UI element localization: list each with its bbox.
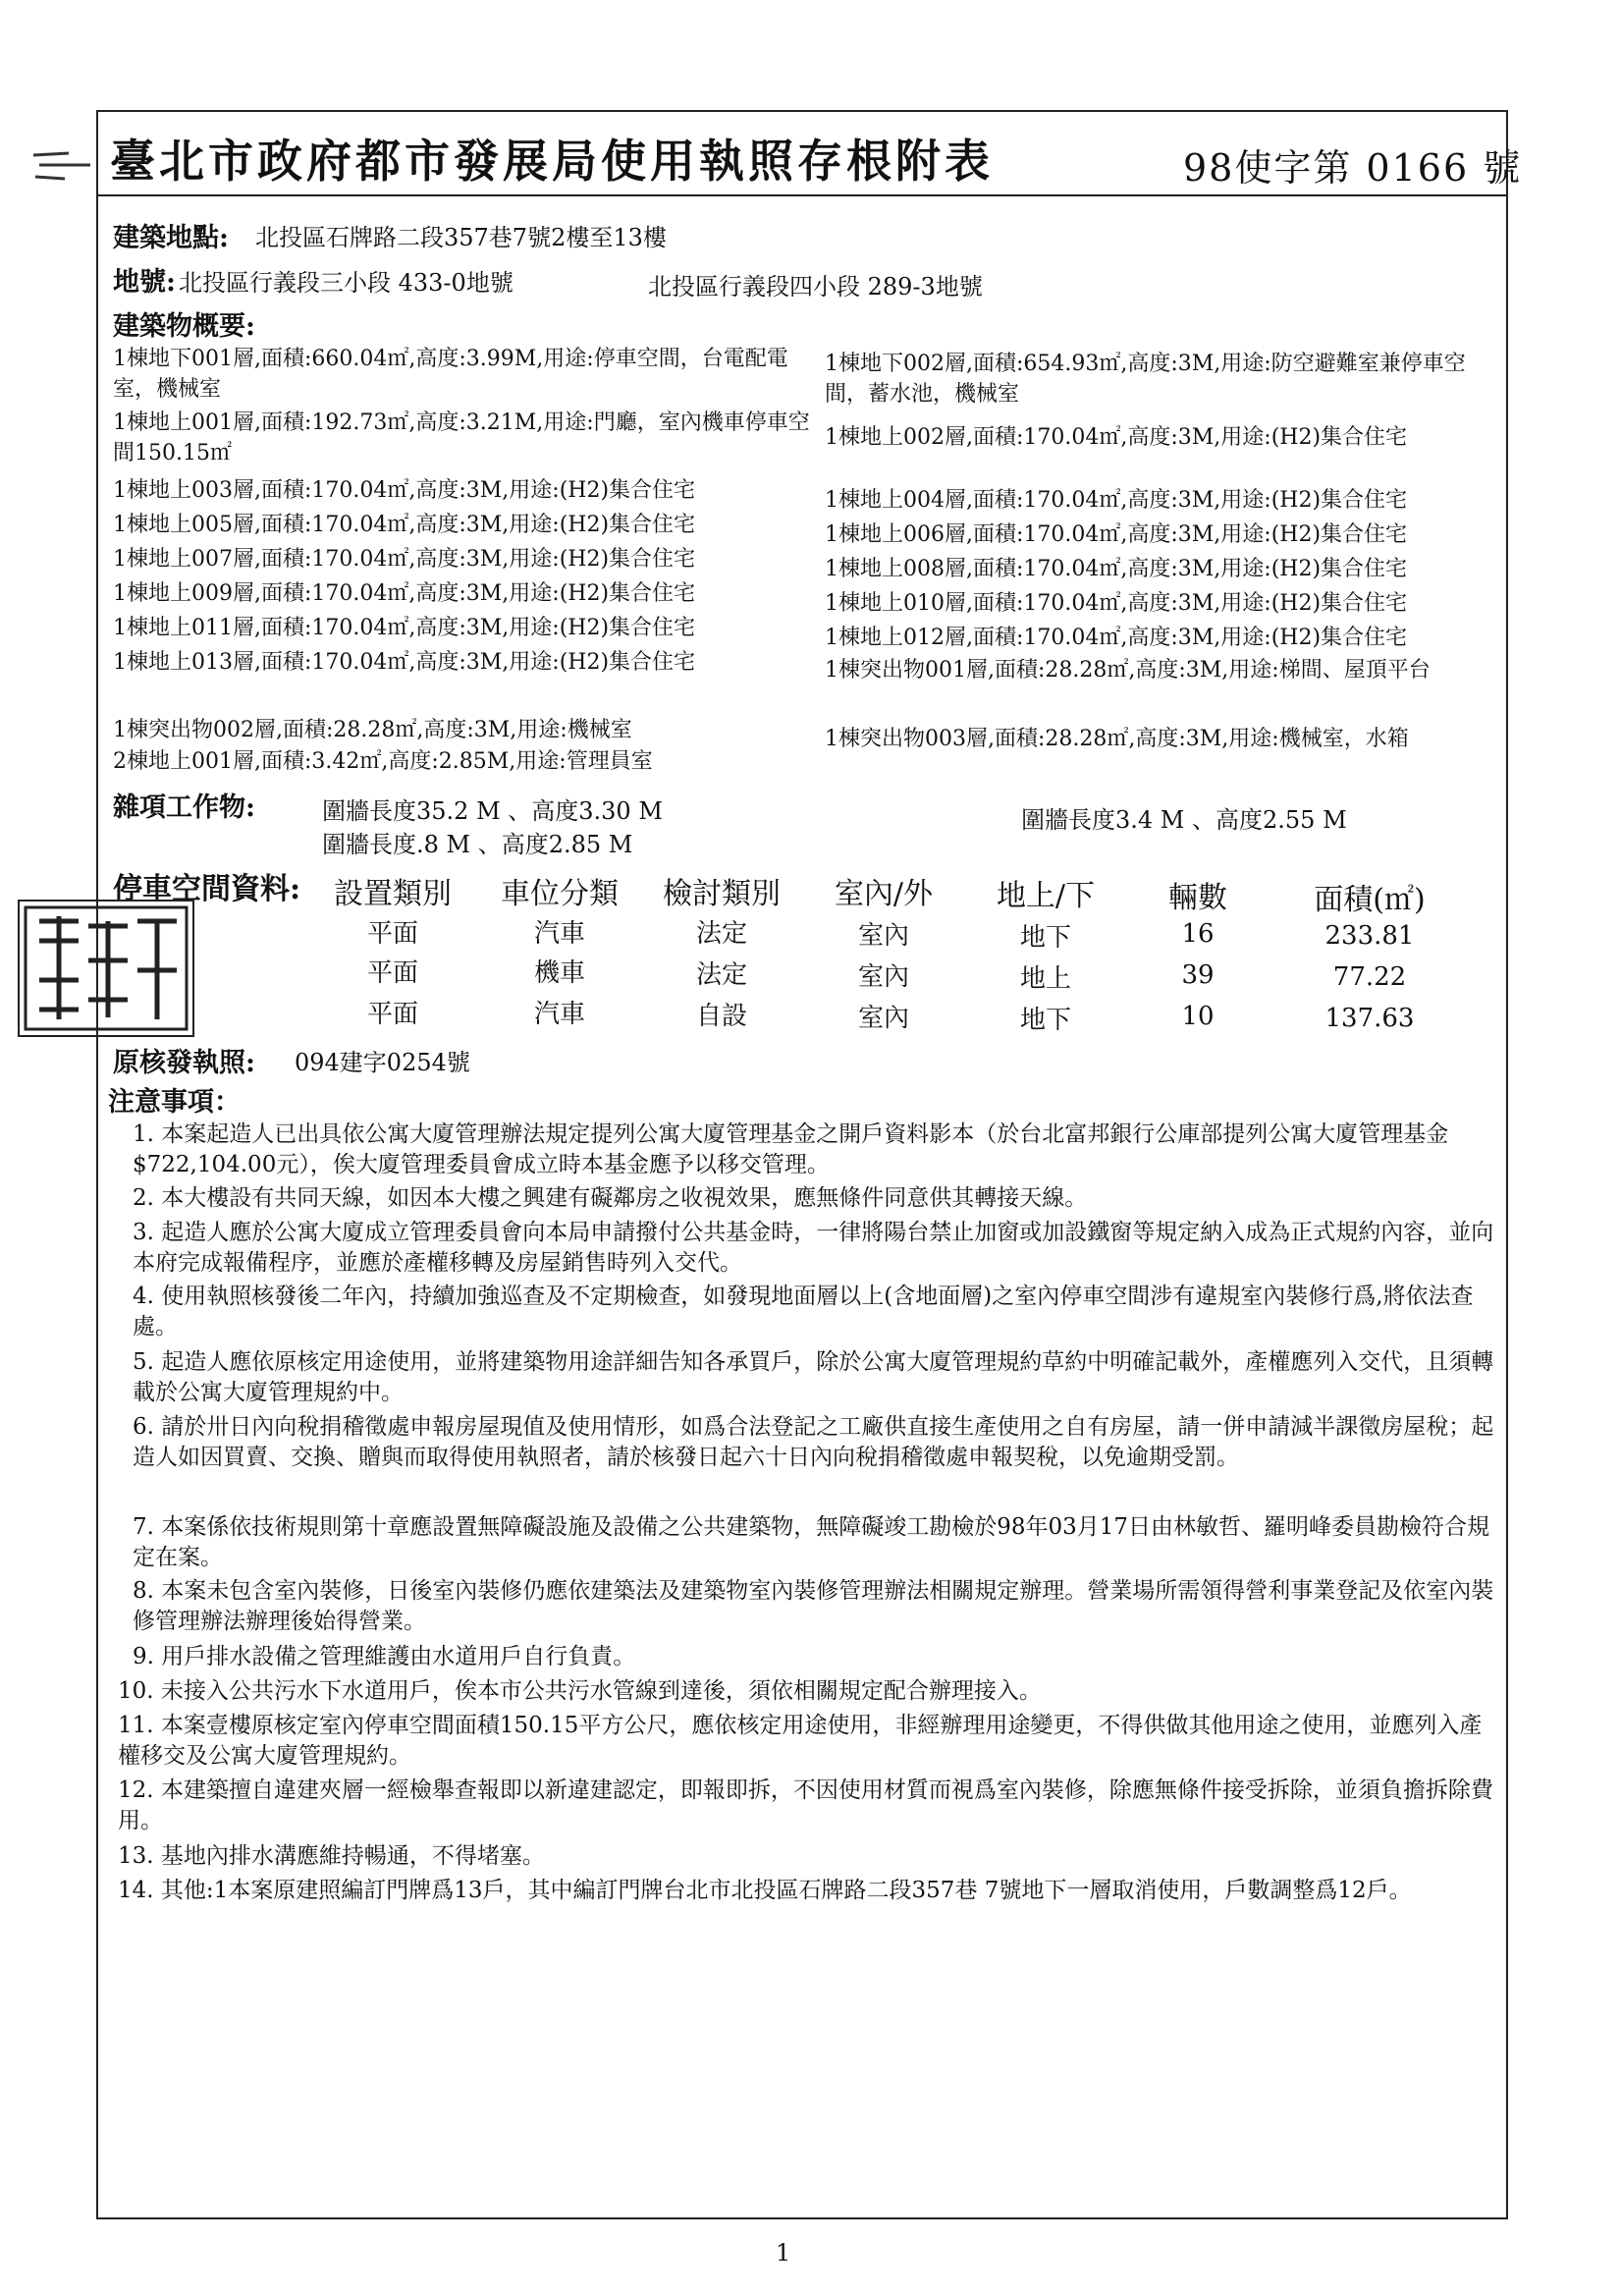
note-item: 4. 使用執照核發後二年內，持續加強巡查及不定期檢查，如發現地面層以上(含地面層)之室內停車空間涉有違規室內裝修行爲,將依法查處。 bbox=[133, 1284, 1474, 1339]
note-item: 13. 基地內排水溝應維持暢通，不得堵塞。 bbox=[118, 1843, 545, 1869]
overview-left-line: 1棟地上001層,面積:192.73㎡,高度:3.21M,用途:門廳，室內機車停車空間150.15㎡ bbox=[113, 410, 810, 465]
original-permit-label: 原核發執照: bbox=[113, 1048, 255, 1078]
overview-left-line: 1棟地上013層,面積:170.04㎡,高度:3M,用途:(H2)集合住宅 bbox=[113, 650, 696, 675]
overview-left-line: 1棟地上005層,面積:170.04㎡,高度:3M,用途:(H2)集合住宅 bbox=[113, 513, 696, 537]
parking-cell: 77.22 bbox=[1332, 962, 1407, 992]
overview-left-line: 1棟突出物002層,面積:28.28㎡,高度:3M,用途:機械室 bbox=[113, 718, 632, 742]
overview-right-line: 1棟地上002層,面積:170.04㎡,高度:3M,用途:(H2)集合住宅 bbox=[825, 425, 1408, 450]
parking-header: 車位分類 bbox=[501, 877, 619, 911]
overview-left-line: 2棟地上001層,面積:3.42㎡,高度:2.85M,用途:管理員室 bbox=[113, 749, 653, 774]
overview-right-line: 1棟地上008層,面積:170.04㎡,高度:3M,用途:(H2)集合住宅 bbox=[825, 557, 1408, 581]
parking-header: 檢討類別 bbox=[663, 877, 781, 911]
page-number: 1 bbox=[776, 2239, 791, 2267]
parking-cell: 16 bbox=[1181, 919, 1215, 949]
overview-right-line: 1棟突出物003層,面積:28.28㎡,高度:3M,用途:機械室，水箱 bbox=[825, 727, 1409, 751]
parking-cell: 平面 bbox=[366, 958, 418, 988]
overview-left-line: 1棟地上007層,面積:170.04㎡,高度:3M,用途:(H2)集合住宅 bbox=[113, 547, 696, 572]
parking-cell: 汽車 bbox=[533, 919, 585, 949]
page-title: 臺北市政府都市發展局使用執照存根附表 bbox=[110, 135, 994, 188]
note-item: 11. 本案壹樓原核定室內停車空間面積150.15平方公尺，應依核定用途使用，非經辦理用途變更，不得供做其他用途之使用，並應列入產權移交及公寓大廈管理規約。 bbox=[118, 1713, 1483, 1769]
parking-cell: 自設 bbox=[695, 1002, 747, 1031]
overview-right-line: 1棟地上006層,面積:170.04㎡,高度:3M,用途:(H2)集合住宅 bbox=[825, 522, 1408, 547]
overview-right-line: 1棟地上004層,面積:170.04㎡,高度:3M,用途:(H2)集合住宅 bbox=[825, 488, 1408, 513]
overview-right-line: 1棟地下002層,面積:654.93㎡,高度:3M,用途:防空避難室兼停車空間，蓄水池，機械室 bbox=[825, 352, 1466, 407]
overview-label: 建築物概要: bbox=[113, 311, 255, 342]
parking-cell: 法定 bbox=[695, 919, 747, 949]
misc-work-item: 圍牆長度3.4 M 、高度2.55 M bbox=[1021, 806, 1347, 834]
permit-number: 98使字第 0166 號 bbox=[1183, 146, 1523, 190]
overview-left-line: 1棟地上009層,面積:170.04㎡,高度:3M,用途:(H2)集合住宅 bbox=[113, 581, 696, 606]
misc-works-label: 雜項工作物: bbox=[113, 793, 255, 823]
note-item: 5. 起造人應依原核定用途使用，並將建築物用途詳細告知各承買戶，除於公寓大廈管理規約草約中明確記載外，產權應列入交代，且須轉載於公寓大廈管理規約中。 bbox=[133, 1349, 1494, 1405]
parking-header: 室內/外 bbox=[834, 877, 934, 911]
parking-cell: 地下 bbox=[1019, 1006, 1071, 1035]
parking-cell: 233.81 bbox=[1324, 921, 1415, 951]
header-divider bbox=[96, 194, 1508, 196]
parking-cell: 平面 bbox=[366, 919, 418, 949]
parking-cell: 機車 bbox=[533, 958, 585, 988]
note-item: 1. 本案起造人已出具依公寓大廈管理辦法規定提列公寓大廈管理基金之開戶資料影本（於台北富邦銀行公庫部提列公寓大廈管理基金$722,104.00元），俟大廈管理委員會成立時本基金應予以移交管理。 bbox=[133, 1121, 1449, 1177]
note-item: 6. 請於卅日內向稅捐稽徵處申報房屋現值及使用情形，如爲合法登記之工廠供直接生產使用之自有房屋，請一併申請減半課徵房屋稅；起造人如因買賣、交換、贈與而取得使用執照者，請於核發日起六十日內向稅捐稽徵處申報契稅，以免逾期受罰。 bbox=[133, 1414, 1494, 1470]
note-item: 2. 本大樓設有共同天線，如因本大樓之興建有礙鄰房之收視效果，應無條件同意供其轉接天線。 bbox=[133, 1185, 1088, 1211]
official-stamp bbox=[18, 900, 194, 1037]
binding-mark-icon bbox=[29, 147, 98, 187]
site-label: 建築地點: bbox=[113, 223, 229, 253]
overview-left-line: 1棟地上003層,面積:170.04㎡,高度:3M,用途:(H2)集合住宅 bbox=[113, 478, 696, 503]
note-item: 12. 本建築擅自違建夾層一經檢舉查報即以新違建認定，即報即拆，不因使用材質而視爲室內裝修，除應無條件接受拆除，並須負擔拆除費用。 bbox=[118, 1777, 1493, 1833]
overview-left-line: 1棟地下001層,面積:660.04㎡,高度:3.99M,用途:停車空間，台電配電室，機械室 bbox=[113, 347, 788, 402]
note-item: 3. 起造人應於公寓大廈成立管理委員會向本局申請撥付公共基金時，一律將陽台禁止加窗或加設鐵窗等規定納入成為正式規約內容，並向本府完成報備程序，並應於產權移轉及房屋銷售時列入交代。 bbox=[133, 1220, 1494, 1276]
misc-work-item: 圍牆長度.8 M 、高度2.85 M bbox=[322, 831, 633, 858]
parking-cell: 10 bbox=[1181, 1002, 1215, 1031]
parking-label: 停車空間資料: bbox=[113, 872, 301, 906]
overview-right-line: 1棟地上012層,面積:170.04㎡,高度:3M,用途:(H2)集合住宅 bbox=[825, 626, 1408, 650]
lot-value-1: 北投區行義段三小段 433-0地號 bbox=[179, 269, 513, 297]
overview-right-line: 1棟地上010層,面積:170.04㎡,高度:3M,用途:(H2)集合住宅 bbox=[825, 591, 1408, 616]
site-value: 北投區石牌路二段357巷7號2樓至13樓 bbox=[255, 224, 667, 251]
original-permit-value: 094建字0254號 bbox=[295, 1049, 470, 1076]
parking-header: 地上/下 bbox=[996, 879, 1096, 913]
parking-header: 輛數 bbox=[1168, 881, 1227, 915]
note-item: 14. 其他:1本案原建照編訂門牌爲13戶，其中編訂門牌台北市北投區石牌路二段357巷 7號地下一層取消使用，戶數調整爲12戶。 bbox=[118, 1878, 1412, 1903]
parking-cell: 地下 bbox=[1019, 923, 1071, 953]
misc-work-item: 圍牆長度35.2 M 、高度3.30 M bbox=[322, 797, 663, 825]
notes-label: 注意事項： bbox=[108, 1087, 241, 1118]
parking-header: 面積(㎡) bbox=[1314, 883, 1426, 917]
note-item: 10. 未接入公共污水下水道用戶，俟本市公共污水管線到達後，須依相關規定配合辦理接入。 bbox=[118, 1678, 1042, 1704]
parking-cell: 室內 bbox=[857, 962, 909, 992]
parking-cell: 汽車 bbox=[533, 1000, 585, 1029]
parking-cell: 平面 bbox=[366, 1000, 418, 1029]
parking-cell: 137.63 bbox=[1324, 1004, 1415, 1033]
note-item: 8. 本案未包含室內裝修，日後室內裝修仍應依建築法及建築物室內裝修管理辦法相關規定辦理。營業場所需領得營利事業登記及依室內裝修管理辦法辦理後始得營業。 bbox=[133, 1578, 1494, 1634]
overview-right-line: 1棟突出物001層,面積:28.28㎡,高度:3M,用途:梯間、屋頂平台 bbox=[825, 658, 1431, 683]
overview-left-line: 1棟地上011層,面積:170.04㎡,高度:3M,用途:(H2)集合住宅 bbox=[113, 616, 696, 640]
lot-value-2: 北投區行義段四小段 289-3地號 bbox=[648, 273, 983, 301]
parking-cell: 39 bbox=[1181, 960, 1215, 990]
note-item: 7. 本案係依技術規則第十章應設置無障礙設施及設備之公共建築物，無障礙竣工勘檢於98年03月17日由林敏哲、羅明峰委員勘檢符合規定在案。 bbox=[133, 1514, 1490, 1570]
note-item: 9. 用戶排水設備之管理維護由水道用戶自行負責。 bbox=[133, 1644, 636, 1669]
parking-header: 設置類別 bbox=[334, 877, 452, 911]
parking-cell: 地上 bbox=[1019, 964, 1071, 994]
parking-cell: 室內 bbox=[857, 1004, 909, 1033]
parking-cell: 室內 bbox=[857, 921, 909, 951]
parking-cell: 法定 bbox=[695, 960, 747, 990]
lot-label: 地號: bbox=[113, 267, 176, 298]
